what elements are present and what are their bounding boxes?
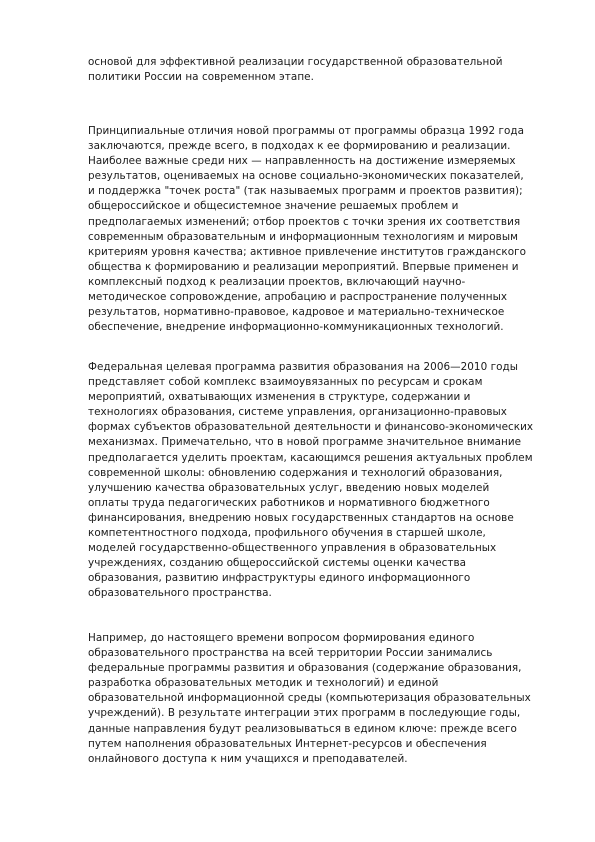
paragraph-federal-program: Федеральная целевая программа развития образования на 2006—2010 годы представляет собой комплекс взаимоувязанных по ресурсам и срокам мероприятий, охватывающих изменения в структуре, содержании и технологиях образования, системе управления, организационно-правовых формах субъектов образовательной деятельности и финансово-экономических механизмах. Примечательно, что в новой программе значительное внимание предполагается уделить проектам, касающимся решения актуальных проблем современной школы: обновлению содержания и технологий образования, улучшению качества образовательных услуг, введению новых моделей оплаты труда педагогических работников и нормативного бюджетного финансирования, внедрению новых государственных стандартов на основе компетентностного подхода, профильного обучения в старшей школе, моделей государственно-общественного управления в образовательных учреждениях, созданию общероссийской системы оценки качества образования, развитию инфраструктуры единого информационного образовательного пространства. <box>88 361 534 600</box>
paragraph-example: Например, до настоящего времени вопросом формирования единого образовательного пространства на всей территории России занимались федеральные программы развития и образования (содержание образования, разработка образовательных методик и технологий) и единой образовательной информационной среды (компьютеризация образовательных учреждений). В результате интеграции этих программ в последующие годы, данные направления будут реализовываться в едином ключе: прежде всего путем наполнения образовательных Интернет-ресурсов и обеспечения онлайнового доступа к ним учащихся и преподавателей. <box>88 632 531 765</box>
paragraph-program-differences: Принципиальные отличия новой программы от программы образца 1992 года заключаются, прежде всего, в подходах к ее формированию и реализации. Наиболее важные среди них — направленность на достижение измеряемых результатов, оцениваемых на основе социально-экономических показателей, и поддержка "точек роста" (так называемых программ и проектов развития); общероссийское и общесистемное значение решаемых проблем и предполагаемых изменений; отбор проектов с точки зрения их соответствия современным образовательным и информационным технологиям и мировым критериям уровня качества; активное привлечение институтов гражданского общества к формированию и реализации мероприятий. Впервые применен и комплексный подход к реализации проектов, включающий научно- методическое сопровождение, апробацию и распространение полученных результатов, нормативно-правовое, кадровое и материально-техническое обеспечение, внедрение информационно-коммуникационных технологий. <box>88 125 527 334</box>
paragraph-continuation: основой для эффективной реализации государственной образовательной политики России на современном этапе. <box>88 56 503 84</box>
